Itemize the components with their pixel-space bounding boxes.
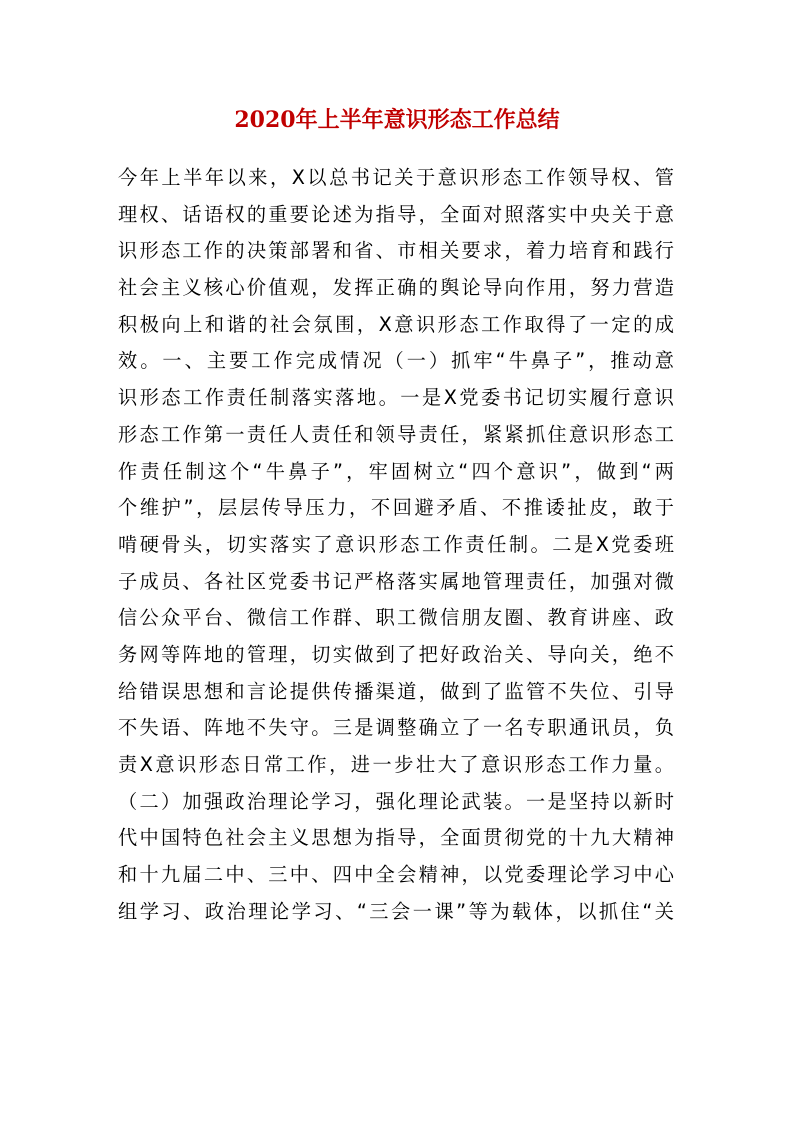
body-line: （二）加强政治理论学习，强化理论武装。一是坚持以新时 — [118, 789, 674, 813]
body-line: 个维护”，层层传导压力，不回避矛盾、不推诿扯皮，敢于 — [118, 496, 674, 520]
body-line: 今年上半年以来，X以总书记关于意识形态工作领导权、管 — [118, 166, 674, 189]
body-line: 信公众平台、微信工作群、职工微信朋友圈、教育讲座、政 — [118, 606, 674, 630]
body-line: 积极向上和谐的社会氛围，X意识形态工作取得了一定的成 — [118, 312, 674, 336]
body-line: 形态工作第一责任人责任和领导责任，紧紧抓住意识形态工 — [118, 422, 674, 446]
document-body — [118, 160, 674, 930]
body-line: 作责任制这个“牛鼻子”，牢固树立“四个意识”，做到“两 — [118, 459, 674, 483]
body-line: 啃硬骨头，切实落实了意识形态工作责任制。二是X党委班 — [118, 532, 674, 556]
document-title: 2020年上半年意识形态工作总结 — [234, 107, 560, 133]
body-line: 子成员、各社区党委书记严格落实属地管理责任，加强对微 — [118, 569, 674, 593]
body-line: 识形态工作的决策部署和省、市相关要求，着力培育和践行 — [118, 239, 674, 263]
body-line: 社会主义核心价值观，发挥正确的舆论导向作用，努力营造 — [118, 276, 674, 300]
body-line: 不失语、阵地不失守。三是调整确立了一名专职通讯员，负 — [118, 716, 674, 740]
body-line: 代中国特色社会主义思想为指导，全面贯彻党的十九大精神 — [118, 826, 674, 850]
body-line: 和十九届二中、三中、四中全会精神，以党委理论学习中心 — [118, 863, 674, 887]
body-line: 责X意识形态日常工作，进一步壮大了意识形态工作力量。 — [118, 753, 674, 776]
body-line: 组学习、政治理论学习、“三会一课”等为载体，以抓住“关 — [118, 899, 674, 923]
body-line: 务网等阵地的管理，切实做到了把好政治关、导向关，绝不 — [118, 642, 674, 666]
body-line: 给错误思想和言论提供传播渠道，做到了监管不失位、引导 — [118, 679, 674, 703]
body-line: 理权、话语权的重要论述为指导，全面对照落实中央关于意 — [118, 202, 674, 226]
body-line: 效。一、主要工作完成情况（一）抓牢“牛鼻子”，推动意 — [118, 349, 674, 373]
body-line: 识形态工作责任制落实落地。一是X党委书记切实履行意识 — [118, 386, 674, 410]
